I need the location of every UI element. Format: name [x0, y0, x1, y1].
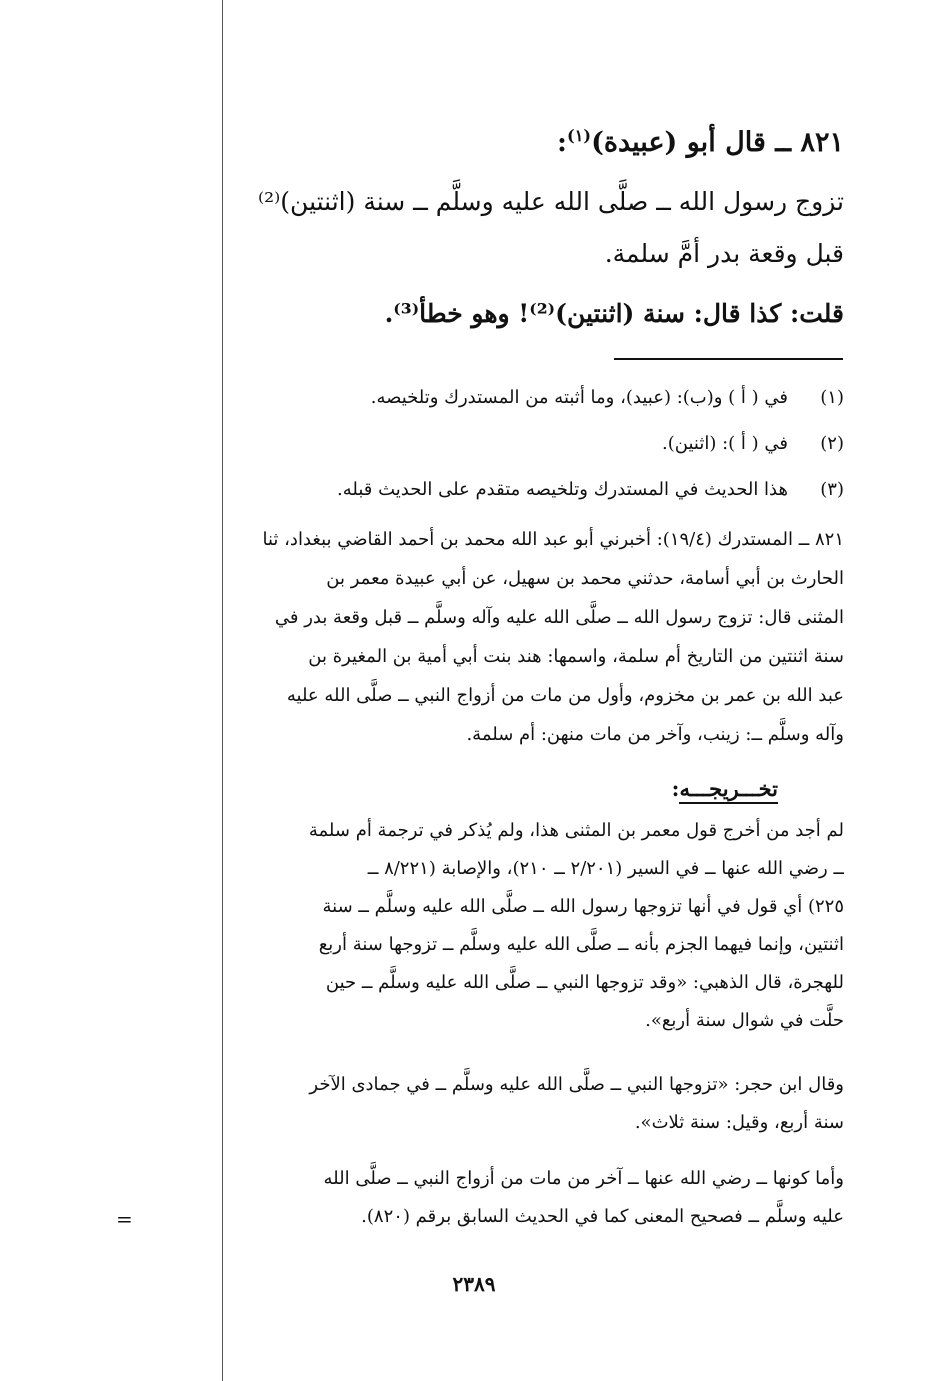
takhrij-line: سنة أربع، وقيل: سنة ثلاث».: [634, 1112, 844, 1133]
takhrij-paragraph-1: [144, 812, 844, 1040]
mustadrak-line: سنة اثنتين من التاريخ أم سلمة، واسمها: هند بنت أبي أمية بن المغيرة بن: [308, 646, 844, 667]
mustadrak-line: المثنى قال: تزوج رسول الله ــ صلَّى الله عليه وآله وسلَّم ــ قبل وقعة بدر في: [274, 607, 844, 628]
page-number: ٢٣٨٩: [452, 1272, 496, 1296]
footnote-text: في ( أ ): (اثنين).: [662, 432, 788, 454]
footnote-3: [144, 466, 844, 512]
takhrij-line: وأما كونها ــ رضي الله عنها ــ آخر من مات من أزواج النبي ــ صلَّى الله: [323, 1168, 844, 1189]
takhrij-line: للهجرة، قال الذهبي: «وقد تزوجها النبي ــ صلَّى الله عليه وسلَّم ــ حين: [325, 972, 844, 993]
footnote-text: في ( أ ) و(ب): (عبيد)، وما أثبته من المستدرك وتلخيصه.: [370, 386, 788, 408]
entry-heading-text: ٨٢١ ــ قال أبو (عبيدة): [591, 127, 844, 158]
mustadrak-section: [144, 520, 844, 754]
mustadrak-line: عبد الله بن عمر بن مخزوم، وأول من مات من أزواج النبي ــ صلَّى الله عليه: [286, 685, 844, 706]
mustadrak-line: وآله وسلَّم ــ: زينب، وآخر من مات منهن: أم سلمة.: [466, 724, 844, 745]
takhrij-line: حلَّت في شوال سنة أربع».: [645, 1010, 844, 1031]
mustadrak-line: الحارث بن أبي أسامة، حدثني محمد بن سهيل، عن أبي عبيدة معمر بن: [326, 568, 844, 589]
footnotes: [144, 374, 844, 512]
entry-heading-tail: :: [557, 127, 568, 158]
footnote-2: [144, 420, 844, 466]
takhrij-heading: [672, 776, 778, 801]
takhrij-line: عليه وسلَّم ــ فصحيح المعنى كما في الحديث السابق برقم (٨٢٠).: [361, 1206, 844, 1227]
takhrij-heading-label: تخـــريجـــه: [679, 776, 778, 804]
takhrij-paragraph-2: [144, 1066, 844, 1142]
takhrij-line: لم أجد من أخرج قول معمر بن المثنى هذا، ولم يُذكر في ترجمة أم سلمة: [308, 820, 844, 841]
entry-heading: [144, 112, 844, 167]
takhrij-heading-colon: :: [671, 776, 680, 801]
entry-text: [144, 176, 844, 280]
footnote-text: هذا الحديث في المستدرك وتلخيصه متقدم على الحديث قبله.: [337, 478, 788, 500]
takhrij-paragraph-3: [144, 1160, 844, 1236]
entry-line-2: قبل وقعة بدر أمَّ سلمة.: [604, 239, 844, 268]
takhrij-line: اثنتين، وإنما فيهما الجزم بأنه ــ صلَّى الله عليه وسلَّم ــ تزوجها سنة أربع: [318, 934, 844, 955]
continuation-mark: =: [116, 1207, 133, 1231]
footnote-1: [144, 374, 844, 420]
mustadrak-line: ٨٢١ ــ المستدرك (١٩/٤): أخبرني أبو عبد الله محمد بن أحمد القاضي ببغداد، ثنا: [262, 529, 844, 550]
takhrij-line: وقال ابن حجر: «تزوجها النبي ــ صلَّى الله عليه وسلَّم ــ في جمادى الآخر: [309, 1074, 844, 1095]
author-note: قلت: كذا قال: سنة (اثنتين)⁽²⁾! وهو خطأ⁽³⁾.: [384, 299, 844, 328]
entry-heading-ref: (١): [567, 126, 592, 145]
footnote-separator: [614, 358, 843, 360]
footnote-number: (١): [820, 386, 844, 408]
entry-line-1: تزوج رسول الله ــ صلَّى الله عليه وسلَّم ــ سنة (اثنتين)⁽²⁾: [257, 187, 844, 216]
takhrij-line: ٢٢٥) أي قول في أنها تزوجها رسول الله ــ صلَّى الله عليه وسلَّم ــ سنة: [322, 896, 844, 917]
takhrij-line: ــ رضي الله عنها ــ في السير (٢/٢٠١ ــ ٢١٠)، والإصابة (٨/٢٢١ ــ: [367, 858, 844, 879]
footnote-number: (٣): [820, 478, 844, 500]
footnote-number: (٢): [820, 432, 844, 454]
